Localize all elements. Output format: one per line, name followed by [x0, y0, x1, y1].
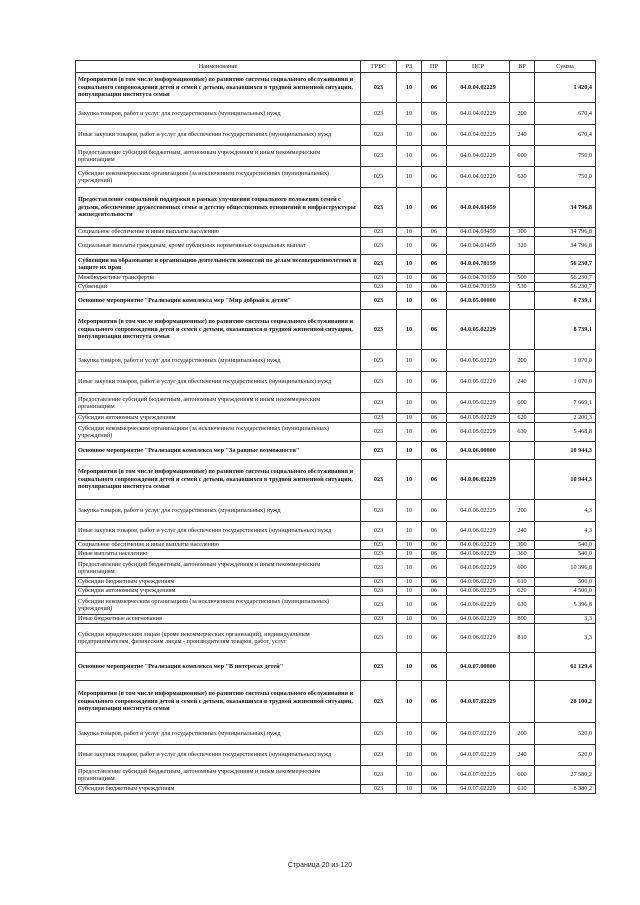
- table-row: [76, 587, 596, 596]
- row-vr-cell: 240: [510, 372, 535, 393]
- row-rz-cell: 10: [397, 578, 422, 587]
- row-pr-cell: 06: [422, 350, 447, 372]
- table-row: [76, 578, 596, 587]
- row-rz-cell: 10: [397, 785, 422, 794]
- row-vr-cell: 240: [510, 125, 535, 146]
- row-pr-cell: 06: [422, 237, 447, 255]
- row-csr-cell: 04.0.05.00000: [447, 292, 510, 310]
- row-name-cell: Предоставление субсидий бюджетным, автономным учреждениям и иным некоммерческим организациям: [76, 559, 361, 578]
- row-grbs-cell: 023: [361, 350, 397, 372]
- row-csr-cell: 04.0.06.02229: [447, 541, 510, 550]
- table-row: [76, 596, 596, 615]
- header-pr: ПР: [422, 61, 447, 73]
- row-name-cell: Иные закупки товаров, работ и услуг для обеспечения государственных (муниципальных) нужд: [76, 372, 361, 393]
- row-vr-cell: 620: [510, 587, 535, 596]
- row-grbs-cell: 023: [361, 500, 397, 522]
- table-row: [76, 745, 596, 766]
- row-vr-cell: 320: [510, 237, 535, 255]
- row-pr-cell: 06: [422, 681, 447, 723]
- row-vr-cell: 600: [510, 766, 535, 785]
- table-row: [76, 423, 596, 442]
- table-row: [76, 393, 596, 414]
- row-grbs-cell: 023: [361, 393, 397, 414]
- row-rz-cell: 10: [397, 310, 422, 350]
- row-csr-cell: 04.0.06.02229: [447, 615, 510, 624]
- row-rz-cell: 10: [397, 146, 422, 167]
- row-csr-cell: 04.0.06.02229: [447, 550, 510, 559]
- row-rz-cell: 10: [397, 283, 422, 292]
- table-row: [76, 766, 596, 785]
- row-name-cell: Иные закупки товаров, работ и услуг для обеспечения государственных (муниципальных) нужд: [76, 522, 361, 541]
- row-vr-cell: 610: [510, 578, 535, 587]
- row-name-cell: Мероприятия (в том числе информационные) по развитию системы социального обслуживания и социального сопровождения детей и семей с детьми, оказавшихся в трудной жизненной ситуации, популяризации института семьи: [76, 73, 361, 103]
- row-csr-cell: 04.0.07.02229: [447, 785, 510, 794]
- row-grbs-cell: 023: [361, 292, 397, 310]
- table-row: [76, 615, 596, 624]
- row-vr-cell: 800: [510, 615, 535, 624]
- row-csr-cell: 04.0.06.02229: [447, 522, 510, 541]
- row-pr-cell: 06: [422, 550, 447, 559]
- row-grbs-cell: 023: [361, 587, 397, 596]
- row-rz-cell: 10: [397, 73, 422, 103]
- row-sum-cell: 4,3: [535, 522, 596, 541]
- row-name-cell: Субвенции на образование и организацию деятельности комиссий по делам несовершеннолетних и защите их прав: [76, 255, 361, 274]
- table-row: [76, 310, 596, 350]
- row-name-cell: Субсидии некоммерческим организациям (за исключением государственных (муниципальных) учреждений): [76, 596, 361, 615]
- row-csr-cell: 04.0.04.03459: [447, 188, 510, 228]
- row-csr-cell: 04.0.05.02229: [447, 423, 510, 442]
- row-rz-cell: 10: [397, 653, 422, 681]
- row-vr-cell: 610: [510, 785, 535, 794]
- row-vr-cell: 530: [510, 283, 535, 292]
- row-name-cell: Мероприятия (в том числе информационные) по развитию системы социального обслуживания и социального сопровождения детей и семей с детьми, оказавшихся в трудной жизненной ситуации, популяризации института семьи: [76, 460, 361, 500]
- row-rz-cell: 10: [397, 522, 422, 541]
- row-name-cell: Мероприятия (в том числе информационные) по развитию системы социального обслуживания и социального сопровождения детей и семей с детьми, оказавшихся в трудной жизненной ситуации, популяризации института семьи: [76, 310, 361, 350]
- row-vr-cell: 240: [510, 745, 535, 766]
- table-row: [76, 292, 596, 310]
- table-row: [76, 274, 596, 283]
- row-csr-cell: 04.0.04.02229: [447, 73, 510, 103]
- row-sum-cell: 670,4: [535, 103, 596, 125]
- table-row: [76, 500, 596, 522]
- row-pr-cell: 06: [422, 393, 447, 414]
- row-rz-cell: 10: [397, 723, 422, 745]
- row-pr-cell: 06: [422, 653, 447, 681]
- row-grbs-cell: 023: [361, 766, 397, 785]
- row-grbs-cell: 023: [361, 442, 397, 460]
- row-grbs-cell: 023: [361, 414, 397, 423]
- row-grbs-cell: 023: [361, 785, 397, 794]
- row-name-cell: Основное мероприятие "Реализация комплекса мер "В интересах детей": [76, 653, 361, 681]
- row-pr-cell: 06: [422, 615, 447, 624]
- row-grbs-cell: 023: [361, 522, 397, 541]
- row-name-cell: Субсидии некоммерческим организациям (за исключением государственных (муниципальных) учреждений): [76, 167, 361, 188]
- row-pr-cell: 06: [422, 596, 447, 615]
- row-rz-cell: 10: [397, 350, 422, 372]
- row-csr-cell: 04.0.06.02229: [447, 559, 510, 578]
- row-name-cell: Субсидии автономным учреждениям: [76, 414, 361, 423]
- row-vr-cell: 240: [510, 522, 535, 541]
- table-row: [76, 442, 596, 460]
- row-grbs-cell: 023: [361, 541, 397, 550]
- table-row: [76, 414, 596, 423]
- row-sum-cell: 1 070,0: [535, 372, 596, 393]
- row-vr-cell: 600: [510, 146, 535, 167]
- row-pr-cell: 06: [422, 103, 447, 125]
- row-pr-cell: 06: [422, 125, 447, 146]
- row-rz-cell: 10: [397, 559, 422, 578]
- row-csr-cell: 04.0.05.02229: [447, 393, 510, 414]
- row-vr-cell: [510, 681, 535, 723]
- row-csr-cell: 04.0.07.02229: [447, 745, 510, 766]
- row-pr-cell: 06: [422, 500, 447, 522]
- row-name-cell: Иные выплаты населению: [76, 550, 361, 559]
- row-grbs-cell: 023: [361, 228, 397, 237]
- row-rz-cell: 10: [397, 237, 422, 255]
- row-grbs-cell: 023: [361, 310, 397, 350]
- row-pr-cell: 06: [422, 310, 447, 350]
- row-pr-cell: 06: [422, 146, 447, 167]
- row-name-cell: Мероприятия (в том числе информационные) по развитию системы социального обслуживания и социального сопровождения детей и семей с детьми, оказавшихся в трудной жизненной ситуации, популяризации института семьи: [76, 681, 361, 723]
- row-rz-cell: 10: [397, 587, 422, 596]
- row-sum-cell: 1 420,4: [535, 73, 596, 103]
- row-csr-cell: 04.0.04.02229: [447, 167, 510, 188]
- row-vr-cell: [510, 460, 535, 500]
- row-csr-cell: 04.0.05.02229: [447, 414, 510, 423]
- row-grbs-cell: 023: [361, 745, 397, 766]
- row-grbs-cell: 023: [361, 559, 397, 578]
- row-pr-cell: 06: [422, 414, 447, 423]
- row-grbs-cell: 023: [361, 460, 397, 500]
- row-vr-cell: 200: [510, 500, 535, 522]
- table-row: [76, 559, 596, 578]
- table-row: [76, 237, 596, 255]
- row-grbs-cell: 023: [361, 188, 397, 228]
- row-csr-cell: 04.0.04.02229: [447, 146, 510, 167]
- row-sum-cell: 2 200,3: [535, 414, 596, 423]
- row-vr-cell: 630: [510, 596, 535, 615]
- row-sum-cell: 34 796,8: [535, 188, 596, 228]
- row-pr-cell: 06: [422, 423, 447, 442]
- row-vr-cell: [510, 653, 535, 681]
- row-pr-cell: 06: [422, 228, 447, 237]
- table-row: [76, 372, 596, 393]
- row-name-cell: Иные закупки товаров, работ и услуг для обеспечения государственных (муниципальных) нужд: [76, 125, 361, 146]
- row-rz-cell: 10: [397, 372, 422, 393]
- header-vr: ВР: [510, 61, 535, 73]
- row-grbs-cell: 023: [361, 103, 397, 125]
- table-row: [76, 188, 596, 228]
- row-csr-cell: 04.0.07.02229: [447, 723, 510, 745]
- row-csr-cell: 04.0.04.70159: [447, 255, 510, 274]
- table-row: [76, 723, 596, 745]
- row-pr-cell: 06: [422, 255, 447, 274]
- row-name-cell: Предоставление субсидий бюджетным, автономным учреждениям и иным некоммерческим организациям: [76, 766, 361, 785]
- row-rz-cell: 10: [397, 423, 422, 442]
- row-rz-cell: 10: [397, 442, 422, 460]
- row-rz-cell: 10: [397, 393, 422, 414]
- table-row: [76, 103, 596, 125]
- table-row: [76, 522, 596, 541]
- row-sum-cell: 8 739,1: [535, 310, 596, 350]
- row-name-cell: Субсидии бюджетным учреждениям: [76, 785, 361, 794]
- row-vr-cell: [510, 188, 535, 228]
- row-pr-cell: 06: [422, 188, 447, 228]
- row-pr-cell: 06: [422, 442, 447, 460]
- row-vr-cell: 630: [510, 167, 535, 188]
- row-pr-cell: 06: [422, 541, 447, 550]
- table-row: [76, 624, 596, 653]
- row-rz-cell: 10: [397, 550, 422, 559]
- row-rz-cell: 10: [397, 414, 422, 423]
- row-grbs-cell: 023: [361, 283, 397, 292]
- row-grbs-cell: 023: [361, 723, 397, 745]
- table-body: [76, 73, 596, 794]
- row-name-cell: Предоставление субсидий бюджетным, автономным учреждениям и иным некоммерческим организациям: [76, 393, 361, 414]
- row-grbs-cell: 023: [361, 274, 397, 283]
- row-rz-cell: 10: [397, 188, 422, 228]
- row-csr-cell: 04.0.05.02229: [447, 350, 510, 372]
- row-pr-cell: 06: [422, 587, 447, 596]
- row-csr-cell: 04.0.06.02229: [447, 587, 510, 596]
- row-name-cell: Закупка товаров, работ и услуг для государственных (муниципальных) нужд: [76, 500, 361, 522]
- header-sum: Сумма: [535, 61, 596, 73]
- row-name-cell: Социальное обеспечение и иные выплаты населению: [76, 541, 361, 550]
- row-csr-cell: 04.0.06.02229: [447, 624, 510, 653]
- row-sum-cell: 10 944,3: [535, 460, 596, 500]
- row-pr-cell: 06: [422, 372, 447, 393]
- row-csr-cell: 04.0.07.00000: [447, 653, 510, 681]
- row-pr-cell: 06: [422, 283, 447, 292]
- row-csr-cell: 04.0.04.70159: [447, 274, 510, 283]
- row-sum-cell: 56 230,7: [535, 255, 596, 274]
- row-sum-cell: 10 944,3: [535, 442, 596, 460]
- row-grbs-cell: 023: [361, 73, 397, 103]
- row-sum-cell: 10 396,8: [535, 559, 596, 578]
- row-sum-cell: 750,0: [535, 167, 596, 188]
- table-row: [76, 255, 596, 274]
- row-grbs-cell: 023: [361, 624, 397, 653]
- row-sum-cell: 56 230,7: [535, 274, 596, 283]
- budget-table: [75, 60, 596, 794]
- row-name-cell: Иные закупки товаров, работ и услуг для обеспечения государственных (муниципальных) нужд: [76, 745, 361, 766]
- row-pr-cell: 06: [422, 292, 447, 310]
- row-vr-cell: 200: [510, 103, 535, 125]
- row-csr-cell: 04.0.06.00000: [447, 442, 510, 460]
- row-vr-cell: [510, 310, 535, 350]
- row-vr-cell: 600: [510, 559, 535, 578]
- header-grbs: ГРБС: [361, 61, 397, 73]
- row-pr-cell: 06: [422, 624, 447, 653]
- row-vr-cell: 300: [510, 228, 535, 237]
- table-row: [76, 460, 596, 500]
- row-grbs-cell: 023: [361, 550, 397, 559]
- row-name-cell: Иные бюджетные ассигнования: [76, 615, 361, 624]
- page-number: Страница 20 из 120: [287, 862, 353, 869]
- row-sum-cell: 34 796,8: [535, 228, 596, 237]
- row-vr-cell: 360: [510, 550, 535, 559]
- row-name-cell: Основное мероприятие "Реализация комплекса мер "Мир добрый к детям": [76, 292, 361, 310]
- row-sum-cell: 540,0: [535, 541, 596, 550]
- row-vr-cell: 600: [510, 393, 535, 414]
- row-pr-cell: 06: [422, 766, 447, 785]
- row-grbs-cell: 023: [361, 578, 397, 587]
- row-name-cell: Предоставление социальной поддержки в рамках улучшения социального положения семей с детьми, обеспечение дружественных семье и детству общественных отношений и инфраструктуры жизнедеятельности: [76, 188, 361, 228]
- row-rz-cell: 10: [397, 103, 422, 125]
- table-row: [76, 550, 596, 559]
- row-grbs-cell: 023: [361, 255, 397, 274]
- row-sum-cell: 28 100,2: [535, 681, 596, 723]
- row-sum-cell: 34 796,8: [535, 237, 596, 255]
- row-csr-cell: 04.0.04.02229: [447, 125, 510, 146]
- row-grbs-cell: 023: [361, 372, 397, 393]
- row-pr-cell: 06: [422, 723, 447, 745]
- row-name-cell: Субсидии бюджетным учреждениям: [76, 578, 361, 587]
- row-csr-cell: 04.0.05.02229: [447, 310, 510, 350]
- header-csr: ЦСР: [447, 61, 510, 73]
- row-grbs-cell: 023: [361, 146, 397, 167]
- row-rz-cell: 10: [397, 541, 422, 550]
- row-csr-cell: 04.0.06.02229: [447, 500, 510, 522]
- table-header-row: [76, 61, 596, 73]
- row-sum-cell: 7 669,1: [535, 393, 596, 414]
- row-name-cell: Субсидии некоммерческим организациям (за исключением государственных (муниципальных) учреждений): [76, 423, 361, 442]
- row-grbs-cell: 023: [361, 615, 397, 624]
- row-name-cell: Основное мероприятие "Реализация комплекса мер "За равные возможности": [76, 442, 361, 460]
- row-sum-cell: 540,0: [535, 550, 596, 559]
- row-grbs-cell: 023: [361, 423, 397, 442]
- table-row: [76, 73, 596, 103]
- row-sum-cell: 5 468,8: [535, 423, 596, 442]
- row-name-cell: Социальные выплаты гражданам, кроме публичных нормативных социальных выплат: [76, 237, 361, 255]
- row-rz-cell: 10: [397, 596, 422, 615]
- row-vr-cell: 620: [510, 414, 535, 423]
- table-row: [76, 125, 596, 146]
- row-name-cell: Субвенции: [76, 283, 361, 292]
- row-rz-cell: 10: [397, 292, 422, 310]
- row-sum-cell: 750,0: [535, 146, 596, 167]
- row-name-cell: Предоставление субсидий бюджетным, автономным учреждениям и иным некоммерческим организациям: [76, 146, 361, 167]
- row-vr-cell: 200: [510, 723, 535, 745]
- row-pr-cell: 06: [422, 785, 447, 794]
- row-pr-cell: 06: [422, 559, 447, 578]
- row-csr-cell: 04.0.04.03459: [447, 237, 510, 255]
- row-vr-cell: 200: [510, 350, 535, 372]
- row-csr-cell: 04.0.04.03459: [447, 228, 510, 237]
- row-grbs-cell: 023: [361, 653, 397, 681]
- row-pr-cell: 06: [422, 578, 447, 587]
- row-sum-cell: 8 380,2: [535, 785, 596, 794]
- header-rz: РЗ: [397, 61, 422, 73]
- row-rz-cell: 10: [397, 255, 422, 274]
- row-csr-cell: 04.0.06.02229: [447, 460, 510, 500]
- row-grbs-cell: 023: [361, 596, 397, 615]
- row-sum-cell: 1 070,0: [535, 350, 596, 372]
- row-csr-cell: 04.0.06.02229: [447, 596, 510, 615]
- header-name: Наименование: [76, 61, 361, 73]
- row-sum-cell: 3,3: [535, 624, 596, 653]
- row-csr-cell: 04.0.04.70159: [447, 283, 510, 292]
- row-name-cell: Межбюджетные трансферты: [76, 274, 361, 283]
- row-vr-cell: [510, 442, 535, 460]
- table-row: [76, 283, 596, 292]
- row-vr-cell: [510, 292, 535, 310]
- row-pr-cell: 06: [422, 460, 447, 500]
- row-grbs-cell: 023: [361, 167, 397, 188]
- row-sum-cell: 5 396,8: [535, 596, 596, 615]
- row-pr-cell: 06: [422, 745, 447, 766]
- table-row: [76, 653, 596, 681]
- row-sum-cell: 4,3: [535, 500, 596, 522]
- row-csr-cell: 04.0.05.02229: [447, 372, 510, 393]
- row-name-cell: Социальное обеспечение и иные выплаты населению: [76, 228, 361, 237]
- row-sum-cell: 500,0: [535, 578, 596, 587]
- table-row: [76, 146, 596, 167]
- row-vr-cell: 630: [510, 423, 535, 442]
- table-row: [76, 228, 596, 237]
- row-name-cell: Закупка товаров, работ и услуг для государственных (муниципальных) нужд: [76, 350, 361, 372]
- row-sum-cell: 8 739,1: [535, 292, 596, 310]
- row-rz-cell: 10: [397, 125, 422, 146]
- row-pr-cell: 06: [422, 522, 447, 541]
- table-row: [76, 350, 596, 372]
- row-sum-cell: 4 500,0: [535, 587, 596, 596]
- row-name-cell: Субсидии автономным учреждениям: [76, 587, 361, 596]
- row-rz-cell: 10: [397, 500, 422, 522]
- row-sum-cell: 61 129,4: [535, 653, 596, 681]
- row-csr-cell: 04.0.07.02229: [447, 766, 510, 785]
- row-grbs-cell: 023: [361, 125, 397, 146]
- row-csr-cell: 04.0.04.02229: [447, 103, 510, 125]
- row-csr-cell: 04.0.06.02229: [447, 578, 510, 587]
- row-grbs-cell: 023: [361, 237, 397, 255]
- row-sum-cell: 670,4: [535, 125, 596, 146]
- table-row: [76, 681, 596, 723]
- row-sum-cell: 520,0: [535, 745, 596, 766]
- row-rz-cell: 10: [397, 167, 422, 188]
- row-vr-cell: 500: [510, 274, 535, 283]
- table-row: [76, 785, 596, 794]
- row-csr-cell: 04.0.07.02229: [447, 681, 510, 723]
- row-vr-cell: 300: [510, 541, 535, 550]
- row-rz-cell: 10: [397, 624, 422, 653]
- row-rz-cell: 10: [397, 681, 422, 723]
- row-grbs-cell: 023: [361, 681, 397, 723]
- row-rz-cell: 10: [397, 460, 422, 500]
- row-sum-cell: 56 230,7: [535, 283, 596, 292]
- row-vr-cell: [510, 73, 535, 103]
- row-name-cell: Закупка товаров, работ и услуг для государственных (муниципальных) нужд: [76, 103, 361, 125]
- row-rz-cell: 10: [397, 766, 422, 785]
- row-pr-cell: 06: [422, 73, 447, 103]
- row-vr-cell: 810: [510, 624, 535, 653]
- table-row: [76, 541, 596, 550]
- row-rz-cell: 10: [397, 745, 422, 766]
- row-pr-cell: 06: [422, 274, 447, 283]
- row-vr-cell: [510, 255, 535, 274]
- row-rz-cell: 10: [397, 615, 422, 624]
- row-rz-cell: 10: [397, 228, 422, 237]
- row-sum-cell: 27 580,2: [535, 766, 596, 785]
- row-sum-cell: 520,0: [535, 723, 596, 745]
- table-row: [76, 167, 596, 188]
- row-rz-cell: 10: [397, 274, 422, 283]
- row-name-cell: Субсидии юридическим лицам (кроме некоммерческих организаций), индивидуальным предпринимателям, физическим лицам - производителям товаров, работ, услуг: [76, 624, 361, 653]
- row-sum-cell: 3,3: [535, 615, 596, 624]
- row-name-cell: Закупка товаров, работ и услуг для государственных (муниципальных) нужд: [76, 723, 361, 745]
- row-pr-cell: 06: [422, 167, 447, 188]
